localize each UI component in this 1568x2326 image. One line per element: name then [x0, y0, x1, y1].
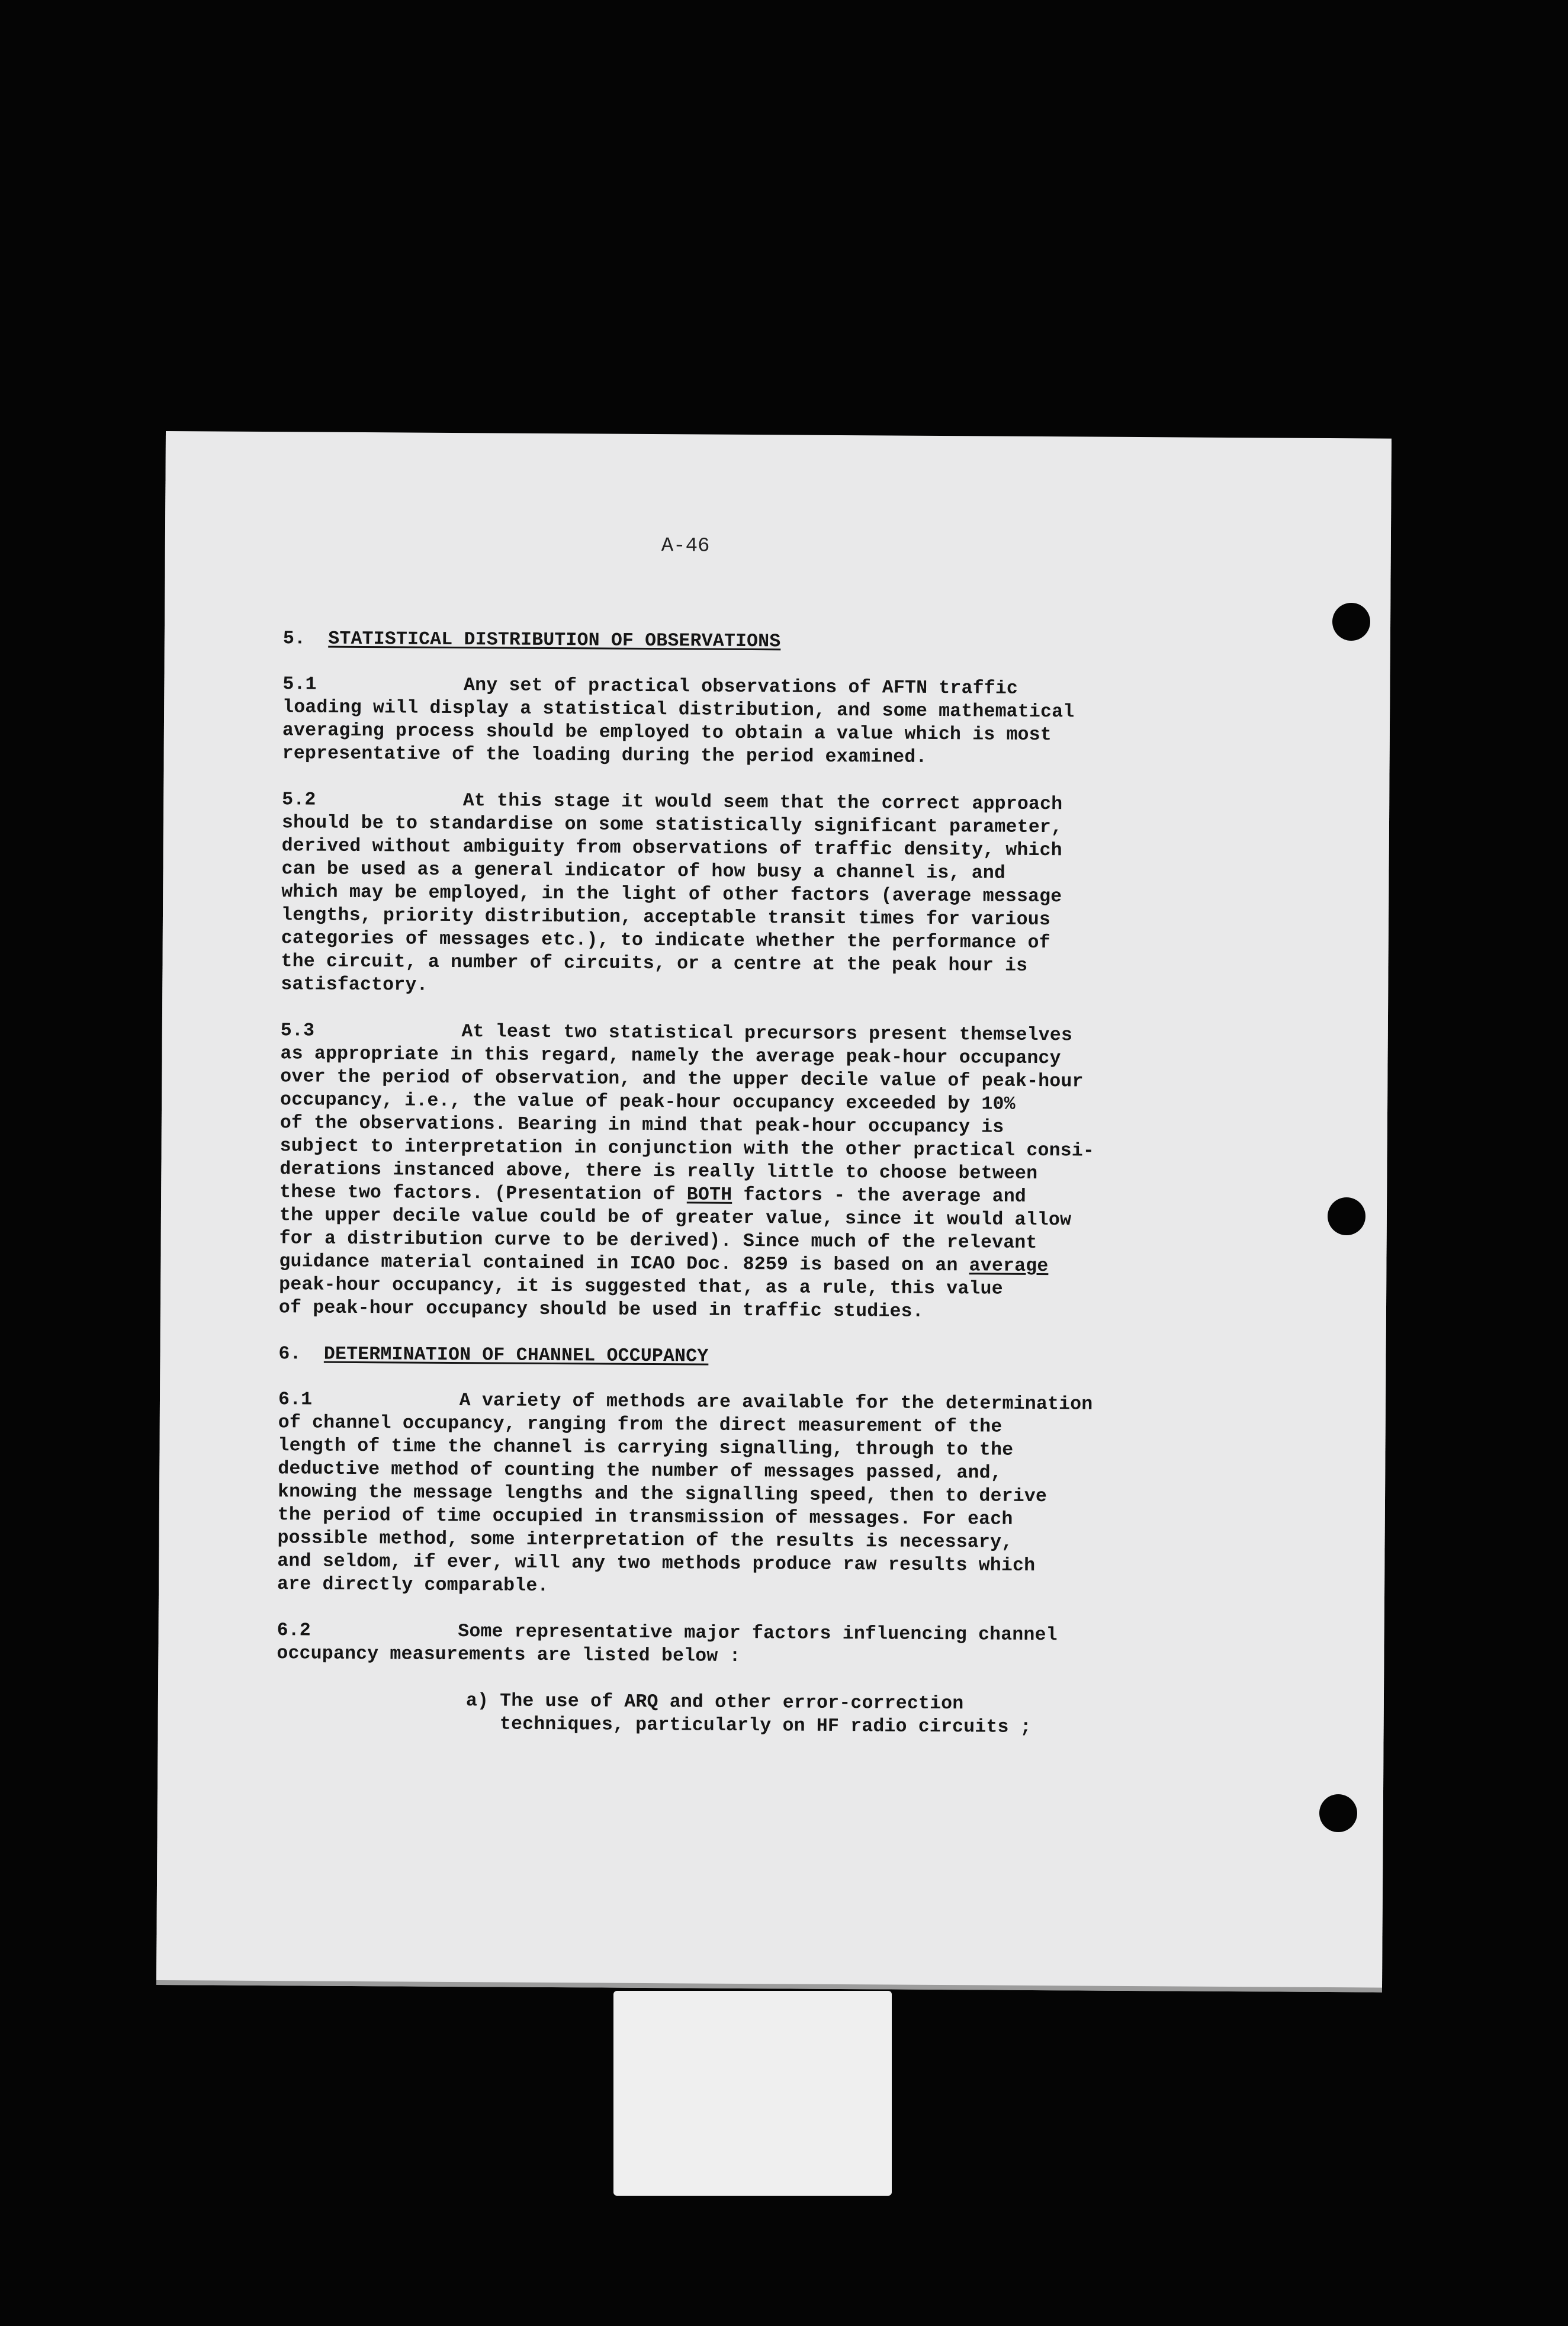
underlined-word: BOTH: [686, 1184, 732, 1206]
text-line: 6.1 A variety of methods are available for the determination: [278, 1389, 1093, 1415]
text-line: occupancy measurements are listed below :: [277, 1643, 741, 1667]
text-line: length of time the channel is carrying signalling, through to the: [278, 1435, 1014, 1461]
document-page: [156, 431, 1392, 1989]
text-line: 6.2 Some representative major factors influencing channel: [277, 1620, 1058, 1646]
document-body: [276, 627, 1266, 1763]
text-line: lengths, priority distribution, acceptable transit times for various: [281, 905, 1051, 931]
heading-number: 6.: [278, 1344, 301, 1365]
punch-hole-top: [1332, 603, 1370, 641]
text-line: categories of messages etc.), to indicate whether the performance of: [281, 928, 1050, 954]
text-line: loading will display a statistical distribution, and some mathematical: [282, 697, 1075, 723]
punch-hole-middle: [1328, 1197, 1365, 1235]
text-line: over the period of observation, and the upper decile value of peak-hour: [280, 1066, 1084, 1093]
text-line: for a distribution curve to be derived). Since much of the relevant: [279, 1228, 1037, 1254]
text-line: occupancy, i.e., the value of peak-hour occupancy exceeded by 10%: [279, 1090, 1016, 1115]
heading-title: DETERMINATION OF CHANNEL OCCUPANCY: [323, 1344, 709, 1367]
text-line: subject to interpretation in conjunction with the other practical consi-: [279, 1136, 1095, 1162]
text-line: of peak-hour occupancy should be used in traffic studies.: [278, 1297, 924, 1322]
text-line: averaging process should be employed to obtain a value which is most: [282, 720, 1052, 746]
paragraph-6-1: [277, 1388, 1261, 1602]
text-line: 5.2 At this stage it would seem that the correct approach: [282, 789, 1063, 815]
paragraph-6-2: [277, 1619, 1259, 1671]
text-line: possible method, some interpretation of the results is necessary,: [277, 1528, 1013, 1553]
page-number: A-46: [661, 535, 710, 558]
paragraph-5-3: [279, 1019, 1264, 1325]
text-line: should be to standardise on some statistically significant parameter,: [281, 812, 1063, 838]
text-line: knowing the message lengths and the signalling speed, then to derive: [277, 1482, 1048, 1508]
text-line: of the observations. Bearing in mind that peak-hour occupancy is: [279, 1113, 1004, 1138]
text-line: the circuit, a number of circuits, or a centre at the peak hour is: [281, 951, 1028, 976]
blank-card: [613, 1991, 892, 2196]
text-line: guidance material contained in ICAO Doc. 8259 is based on an average: [279, 1251, 1049, 1277]
text-line: can be used as a general indicator of how busy a channel is, and: [281, 859, 1006, 884]
punch-hole-bottom: [1319, 1794, 1357, 1832]
section-heading-5: [283, 627, 1266, 656]
text-line: peak-hour occupancy, it is suggested that, as a rule, this value: [279, 1274, 1003, 1300]
text-line: the period of time occupied in transmission of messages. For each: [277, 1505, 1013, 1530]
text-line: these two factors. (Presentation of BOTH factors - the average and: [279, 1182, 1027, 1207]
list-item: techniques, particularly on HF radio circuits ;: [465, 1714, 1032, 1738]
heading-title: STATISTICAL DISTRIBUTION OF OBSERVATIONS: [328, 628, 781, 653]
factor-list: [466, 1689, 1259, 1740]
heading-number: 5.: [282, 628, 306, 650]
text-line: representative of the loading during the period examined.: [282, 743, 927, 768]
text-line: the upper decile value could be of greater value, since it would allow: [279, 1205, 1072, 1231]
text-line: are directly comparable.: [277, 1574, 549, 1596]
text-line: satisfactory.: [281, 974, 428, 996]
section-heading-6: [278, 1342, 1261, 1371]
text-line: of channel occupancy, ranging from the direct measurement of the: [278, 1412, 1003, 1438]
paragraph-5-1: [282, 673, 1266, 771]
text-line: and seldom, if ever, will any two methods produce raw results which: [277, 1551, 1036, 1577]
paragraph-5-2: [281, 788, 1265, 1002]
text-line: as appropriate in this regard, namely the average peak-hour occupancy: [280, 1043, 1061, 1069]
text-line: 5.3 At least two statistical precursors present themselves: [280, 1020, 1073, 1046]
text-line: derived without ambiguity from observations of traffic density, which: [281, 836, 1062, 862]
text-line: deductive method of counting the number of messages passed, and,: [278, 1458, 1002, 1484]
text-line: derations instanced above, there is really little to choose between: [279, 1159, 1038, 1185]
list-item: a) The use of ARQ and other error-correction: [465, 1691, 964, 1715]
text-line: which may be employed, in the light of other factors (average message: [281, 882, 1062, 908]
underlined-word: average: [969, 1255, 1049, 1277]
text-line: 5.1 Any set of practical observations of AFTN traffic: [282, 674, 1018, 699]
